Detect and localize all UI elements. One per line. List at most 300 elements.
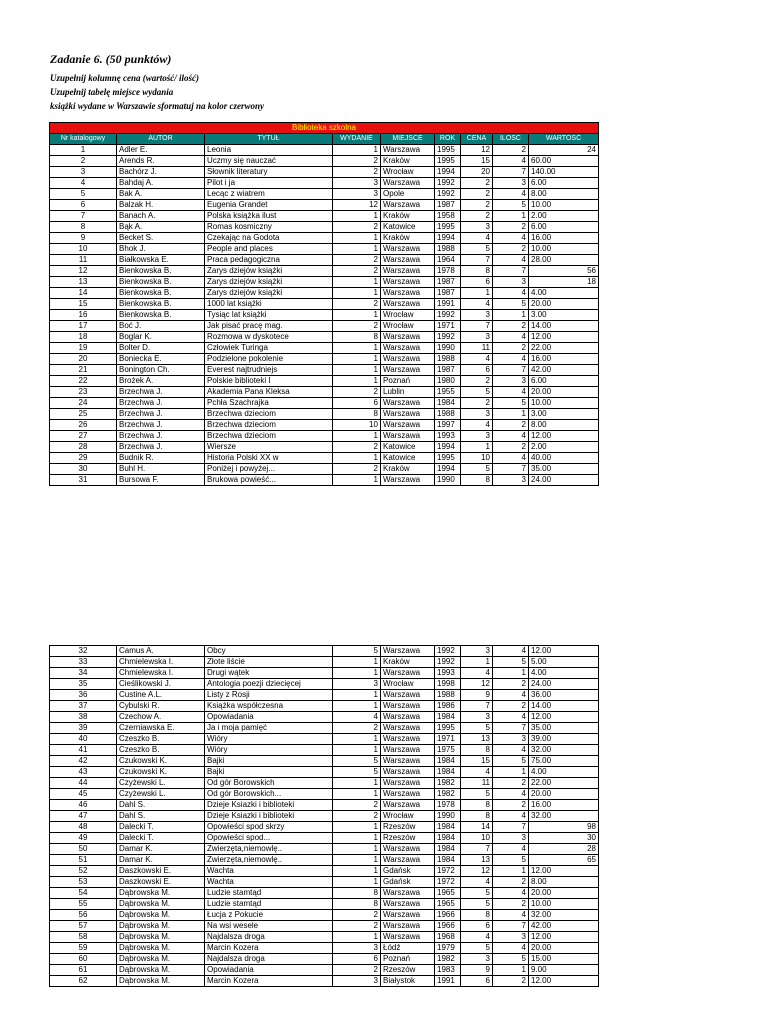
cell-nr[interactable]: 17: [50, 321, 117, 332]
cell-year[interactable]: 1990: [435, 811, 461, 822]
cell-year[interactable]: 1984: [435, 844, 461, 855]
cell-edition[interactable]: 1: [333, 690, 381, 701]
cell-value[interactable]: 20.00: [529, 387, 599, 398]
cell-value[interactable]: 32.00: [529, 811, 599, 822]
cell-place[interactable]: Warszawa: [381, 690, 435, 701]
cell-quantity[interactable]: 4: [493, 646, 529, 657]
cell-place[interactable]: Poznań: [381, 954, 435, 965]
cell-value[interactable]: 8.00: [529, 189, 599, 200]
cell-quantity[interactable]: 7: [493, 921, 529, 932]
cell-nr[interactable]: 22: [50, 376, 117, 387]
cell-quantity[interactable]: 4: [493, 844, 529, 855]
cell-edition[interactable]: 1: [333, 475, 381, 486]
cell-year[interactable]: 1984: [435, 756, 461, 767]
cell-title[interactable]: Od gór Borowskich: [205, 778, 333, 789]
cell-place[interactable]: Wrocław: [381, 167, 435, 178]
cell-value[interactable]: 56: [529, 266, 599, 277]
cell-title[interactable]: Everest najtrudniejs: [205, 365, 333, 376]
cell-title[interactable]: 1000 lat książki: [205, 299, 333, 310]
cell-year[interactable]: 1984: [435, 833, 461, 844]
cell-author[interactable]: Dalecki T.: [117, 833, 205, 844]
cell-place[interactable]: Warszawa: [381, 767, 435, 778]
cell-place[interactable]: Kraków: [381, 156, 435, 167]
cell-price[interactable]: 2: [461, 189, 493, 200]
cell-year[interactable]: 1984: [435, 712, 461, 723]
cell-value[interactable]: 36.00: [529, 690, 599, 701]
cell-nr[interactable]: 2: [50, 156, 117, 167]
cell-edition[interactable]: 2: [333, 910, 381, 921]
cell-edition[interactable]: 1: [333, 145, 381, 156]
cell-nr[interactable]: 37: [50, 701, 117, 712]
cell-value[interactable]: 12.00: [529, 976, 599, 987]
cell-edition[interactable]: 3: [333, 679, 381, 690]
cell-value[interactable]: 16.00: [529, 233, 599, 244]
cell-author[interactable]: Czechow A.: [117, 712, 205, 723]
cell-author[interactable]: Boglar K.: [117, 332, 205, 343]
cell-author[interactable]: Dąbrowska M.: [117, 921, 205, 932]
cell-author[interactable]: Czyżewski L.: [117, 789, 205, 800]
cell-place[interactable]: Warszawa: [381, 888, 435, 899]
cell-year[interactable]: 1978: [435, 266, 461, 277]
cell-author[interactable]: Bonington Ch.: [117, 365, 205, 376]
cell-nr[interactable]: 4: [50, 178, 117, 189]
cell-price[interactable]: 5: [461, 244, 493, 255]
cell-quantity[interactable]: 4: [493, 189, 529, 200]
cell-year[interactable]: 1991: [435, 299, 461, 310]
cell-year[interactable]: 1987: [435, 365, 461, 376]
cell-author[interactable]: Bąk A.: [117, 222, 205, 233]
cell-place[interactable]: Warszawa: [381, 266, 435, 277]
cell-year[interactable]: 1982: [435, 789, 461, 800]
cell-title[interactable]: Romas kosmiczny: [205, 222, 333, 233]
cell-quantity[interactable]: 1: [493, 965, 529, 976]
cell-quantity[interactable]: 3: [493, 277, 529, 288]
cell-year[interactable]: 1983: [435, 965, 461, 976]
cell-author[interactable]: Bahdaj A.: [117, 178, 205, 189]
cell-author[interactable]: Arends R.: [117, 156, 205, 167]
cell-edition[interactable]: 2: [333, 321, 381, 332]
cell-edition[interactable]: 6: [333, 398, 381, 409]
cell-year[interactable]: 1978: [435, 800, 461, 811]
cell-nr[interactable]: 15: [50, 299, 117, 310]
cell-quantity[interactable]: 2: [493, 321, 529, 332]
cell-price[interactable]: 4: [461, 668, 493, 679]
cell-price[interactable]: 12: [461, 866, 493, 877]
cell-value[interactable]: 24.00: [529, 475, 599, 486]
cell-year[interactable]: 1972: [435, 877, 461, 888]
cell-quantity[interactable]: 2: [493, 442, 529, 453]
cell-price[interactable]: 4: [461, 299, 493, 310]
cell-title[interactable]: Człowiek Turinga: [205, 343, 333, 354]
cell-value[interactable]: 12.00: [529, 332, 599, 343]
cell-author[interactable]: Bak A.: [117, 189, 205, 200]
cell-title[interactable]: Leonia: [205, 145, 333, 156]
cell-price[interactable]: 5: [461, 464, 493, 475]
cell-year[interactable]: 1966: [435, 921, 461, 932]
cell-price[interactable]: 2: [461, 211, 493, 222]
cell-quantity[interactable]: 3: [493, 734, 529, 745]
cell-edition[interactable]: 8: [333, 409, 381, 420]
cell-year[interactable]: 1992: [435, 189, 461, 200]
cell-title[interactable]: Opowiadania: [205, 965, 333, 976]
cell-author[interactable]: Banach A.: [117, 211, 205, 222]
cell-place[interactable]: Warszawa: [381, 244, 435, 255]
cell-nr[interactable]: 6: [50, 200, 117, 211]
cell-place[interactable]: Warszawa: [381, 701, 435, 712]
cell-place[interactable]: Warszawa: [381, 332, 435, 343]
cell-year[interactable]: 1995: [435, 723, 461, 734]
cell-value[interactable]: 15.00: [529, 954, 599, 965]
cell-year[interactable]: 1997: [435, 420, 461, 431]
cell-quantity[interactable]: 3: [493, 178, 529, 189]
cell-value[interactable]: 9.00: [529, 965, 599, 976]
cell-place[interactable]: Warszawa: [381, 343, 435, 354]
cell-author[interactable]: Boniecka E.: [117, 354, 205, 365]
cell-year[interactable]: 1992: [435, 178, 461, 189]
cell-author[interactable]: Buhl H.: [117, 464, 205, 475]
cell-price[interactable]: 6: [461, 365, 493, 376]
cell-author[interactable]: Dąbrowska M.: [117, 965, 205, 976]
cell-year[interactable]: 1955: [435, 387, 461, 398]
cell-title[interactable]: Opowiadania: [205, 712, 333, 723]
cell-value[interactable]: 16.00: [529, 800, 599, 811]
cell-nr[interactable]: 57: [50, 921, 117, 932]
cell-place[interactable]: Łódź: [381, 943, 435, 954]
cell-year[interactable]: 1995: [435, 222, 461, 233]
cell-author[interactable]: Damar K.: [117, 855, 205, 866]
cell-value[interactable]: 12.00: [529, 712, 599, 723]
cell-edition[interactable]: 2: [333, 299, 381, 310]
cell-place[interactable]: Warszawa: [381, 277, 435, 288]
cell-nr[interactable]: 43: [50, 767, 117, 778]
cell-year[interactable]: 1988: [435, 409, 461, 420]
cell-nr[interactable]: 52: [50, 866, 117, 877]
cell-price[interactable]: 2: [461, 398, 493, 409]
cell-nr[interactable]: 53: [50, 877, 117, 888]
cell-price[interactable]: 20: [461, 167, 493, 178]
cell-value[interactable]: 5.00: [529, 657, 599, 668]
cell-place[interactable]: Poznań: [381, 376, 435, 387]
cell-edition[interactable]: 5: [333, 767, 381, 778]
cell-year[interactable]: 1987: [435, 277, 461, 288]
cell-place[interactable]: Warszawa: [381, 409, 435, 420]
cell-value[interactable]: 10.00: [529, 398, 599, 409]
cell-edition[interactable]: 1: [333, 211, 381, 222]
cell-place[interactable]: Rzeszów: [381, 833, 435, 844]
cell-value[interactable]: 65: [529, 855, 599, 866]
cell-value[interactable]: 24: [529, 145, 599, 156]
cell-price[interactable]: 1: [461, 442, 493, 453]
cell-edition[interactable]: 1: [333, 288, 381, 299]
cell-edition[interactable]: 3: [333, 976, 381, 987]
cell-author[interactable]: Dąbrowska M.: [117, 899, 205, 910]
cell-author[interactable]: Budnik R.: [117, 453, 205, 464]
cell-value[interactable]: 8.00: [529, 420, 599, 431]
cell-place[interactable]: Białystok: [381, 976, 435, 987]
cell-quantity[interactable]: 4: [493, 354, 529, 365]
cell-title[interactable]: Zarys dziejów książki: [205, 277, 333, 288]
cell-year[interactable]: 1991: [435, 976, 461, 987]
cell-value[interactable]: 12.00: [529, 932, 599, 943]
cell-nr[interactable]: 48: [50, 822, 117, 833]
cell-quantity[interactable]: 5: [493, 657, 529, 668]
cell-price[interactable]: 15: [461, 756, 493, 767]
cell-title[interactable]: Pilot i ja: [205, 178, 333, 189]
cell-quantity[interactable]: 4: [493, 453, 529, 464]
cell-quantity[interactable]: 2: [493, 145, 529, 156]
cell-year[interactable]: 1965: [435, 888, 461, 899]
cell-title[interactable]: Dzieje Ksiazki i biblioteki: [205, 800, 333, 811]
cell-price[interactable]: 13: [461, 855, 493, 866]
cell-nr[interactable]: 59: [50, 943, 117, 954]
cell-title[interactable]: Najdalsza droga: [205, 954, 333, 965]
cell-value[interactable]: 10.00: [529, 200, 599, 211]
cell-quantity[interactable]: 2: [493, 222, 529, 233]
cell-edition[interactable]: 5: [333, 646, 381, 657]
cell-quantity[interactable]: 5: [493, 200, 529, 211]
cell-edition[interactable]: 1: [333, 343, 381, 354]
cell-quantity[interactable]: 1: [493, 668, 529, 679]
cell-title[interactable]: Praca pedagogiczna: [205, 255, 333, 266]
cell-nr[interactable]: 49: [50, 833, 117, 844]
cell-quantity[interactable]: 4: [493, 255, 529, 266]
cell-quantity[interactable]: 4: [493, 888, 529, 899]
cell-price[interactable]: 4: [461, 233, 493, 244]
cell-price[interactable]: 9: [461, 690, 493, 701]
cell-value[interactable]: 20.00: [529, 299, 599, 310]
cell-place[interactable]: Wrocław: [381, 679, 435, 690]
cell-place[interactable]: Warszawa: [381, 789, 435, 800]
cell-year[interactable]: 1980: [435, 376, 461, 387]
cell-price[interactable]: 3: [461, 712, 493, 723]
cell-place[interactable]: Kraków: [381, 233, 435, 244]
cell-author[interactable]: Bienkowska B.: [117, 299, 205, 310]
cell-price[interactable]: 13: [461, 734, 493, 745]
cell-nr[interactable]: 46: [50, 800, 117, 811]
cell-value[interactable]: 2.00: [529, 211, 599, 222]
cell-value[interactable]: 30: [529, 833, 599, 844]
cell-nr[interactable]: 18: [50, 332, 117, 343]
cell-nr[interactable]: 10: [50, 244, 117, 255]
cell-title[interactable]: Rozmowa w dyskotece: [205, 332, 333, 343]
cell-author[interactable]: Brożek A.: [117, 376, 205, 387]
cell-author[interactable]: Dąbrowska M.: [117, 888, 205, 899]
cell-place[interactable]: Wrocław: [381, 321, 435, 332]
cell-title[interactable]: Drugi wątek: [205, 668, 333, 679]
cell-year[interactable]: 1987: [435, 200, 461, 211]
cell-year[interactable]: 1984: [435, 822, 461, 833]
cell-value[interactable]: 10.00: [529, 244, 599, 255]
cell-title[interactable]: Od gór Borowskich...: [205, 789, 333, 800]
cell-author[interactable]: Dąbrowska M.: [117, 943, 205, 954]
cell-edition[interactable]: 1: [333, 701, 381, 712]
cell-title[interactable]: Listy z Rosji: [205, 690, 333, 701]
cell-place[interactable]: Warszawa: [381, 932, 435, 943]
cell-price[interactable]: 4: [461, 767, 493, 778]
cell-quantity[interactable]: 3: [493, 475, 529, 486]
cell-value[interactable]: 28.00: [529, 255, 599, 266]
cell-quantity[interactable]: 3: [493, 833, 529, 844]
cell-edition[interactable]: 2: [333, 167, 381, 178]
cell-quantity[interactable]: 1: [493, 409, 529, 420]
cell-quantity[interactable]: 1: [493, 866, 529, 877]
cell-author[interactable]: Dalecki T.: [117, 822, 205, 833]
cell-year[interactable]: 1994: [435, 167, 461, 178]
cell-year[interactable]: 1994: [435, 233, 461, 244]
cell-edition[interactable]: 2: [333, 387, 381, 398]
cell-price[interactable]: 7: [461, 255, 493, 266]
cell-edition[interactable]: 3: [333, 178, 381, 189]
cell-year[interactable]: 1992: [435, 332, 461, 343]
cell-nr[interactable]: 36: [50, 690, 117, 701]
cell-title[interactable]: Zwierzęta,niemowlę..: [205, 844, 333, 855]
cell-quantity[interactable]: 3: [493, 376, 529, 387]
cell-year[interactable]: 1982: [435, 954, 461, 965]
cell-price[interactable]: 3: [461, 310, 493, 321]
cell-edition[interactable]: 1: [333, 833, 381, 844]
cell-title[interactable]: Słownik literatury: [205, 167, 333, 178]
cell-place[interactable]: Warszawa: [381, 420, 435, 431]
cell-edition[interactable]: 2: [333, 811, 381, 822]
cell-author[interactable]: Brzechwa J.: [117, 398, 205, 409]
cell-place[interactable]: Opole: [381, 189, 435, 200]
cell-title[interactable]: Bajki: [205, 767, 333, 778]
cell-title[interactable]: Uczmy się nauczać: [205, 156, 333, 167]
cell-edition[interactable]: 1: [333, 453, 381, 464]
cell-year[interactable]: 1990: [435, 343, 461, 354]
cell-quantity[interactable]: 2: [493, 343, 529, 354]
cell-place[interactable]: Wrocław: [381, 811, 435, 822]
cell-place[interactable]: Warszawa: [381, 734, 435, 745]
cell-value[interactable]: 12.00: [529, 866, 599, 877]
cell-year[interactable]: 1988: [435, 690, 461, 701]
cell-nr[interactable]: 1: [50, 145, 117, 156]
cell-quantity[interactable]: 1: [493, 767, 529, 778]
cell-year[interactable]: 1971: [435, 321, 461, 332]
cell-edition[interactable]: 1: [333, 376, 381, 387]
cell-author[interactable]: Adler E.: [117, 145, 205, 156]
cell-year[interactable]: 1965: [435, 899, 461, 910]
cell-value[interactable]: 35.00: [529, 723, 599, 734]
cell-edition[interactable]: 1: [333, 822, 381, 833]
cell-title[interactable]: Brzechwa dzieciom: [205, 420, 333, 431]
cell-price[interactable]: 6: [461, 921, 493, 932]
cell-quantity[interactable]: 4: [493, 332, 529, 343]
cell-price[interactable]: 8: [461, 745, 493, 756]
cell-year[interactable]: 1984: [435, 398, 461, 409]
cell-year[interactable]: 1984: [435, 767, 461, 778]
cell-value[interactable]: 3.00: [529, 310, 599, 321]
cell-nr[interactable]: 58: [50, 932, 117, 943]
cell-nr[interactable]: 61: [50, 965, 117, 976]
cell-quantity[interactable]: 1: [493, 310, 529, 321]
cell-place[interactable]: Warszawa: [381, 299, 435, 310]
cell-edition[interactable]: 1: [333, 789, 381, 800]
cell-value[interactable]: 12.00: [529, 646, 599, 657]
cell-quantity[interactable]: 7: [493, 167, 529, 178]
cell-author[interactable]: Dąbrowska M.: [117, 932, 205, 943]
cell-author[interactable]: Brzechwa J.: [117, 387, 205, 398]
cell-nr[interactable]: 60: [50, 954, 117, 965]
cell-price[interactable]: 11: [461, 343, 493, 354]
cell-year[interactable]: 1979: [435, 943, 461, 954]
cell-title[interactable]: Eugenia Grandet: [205, 200, 333, 211]
cell-price[interactable]: 2: [461, 178, 493, 189]
cell-author[interactable]: Dąbrowska M.: [117, 976, 205, 987]
cell-title[interactable]: Wióry: [205, 734, 333, 745]
cell-nr[interactable]: 24: [50, 398, 117, 409]
cell-year[interactable]: 1975: [435, 745, 461, 756]
cell-title[interactable]: Łucja z Pokucie: [205, 910, 333, 921]
cell-quantity[interactable]: 4: [493, 387, 529, 398]
cell-price[interactable]: 14: [461, 822, 493, 833]
cell-author[interactable]: Becket S.: [117, 233, 205, 244]
cell-nr[interactable]: 62: [50, 976, 117, 987]
cell-edition[interactable]: 2: [333, 723, 381, 734]
cell-price[interactable]: 4: [461, 932, 493, 943]
cell-title[interactable]: Jak pisać pracę mag.: [205, 321, 333, 332]
cell-title[interactable]: Polskie biblioteki I: [205, 376, 333, 387]
cell-edition[interactable]: 2: [333, 464, 381, 475]
cell-edition[interactable]: 2: [333, 921, 381, 932]
cell-price[interactable]: 5: [461, 789, 493, 800]
cell-value[interactable]: 60.00: [529, 156, 599, 167]
cell-title[interactable]: Wachta: [205, 866, 333, 877]
cell-place[interactable]: Warszawa: [381, 145, 435, 156]
cell-place[interactable]: Warszawa: [381, 200, 435, 211]
cell-quantity[interactable]: 7: [493, 266, 529, 277]
cell-place[interactable]: Kraków: [381, 211, 435, 222]
cell-place[interactable]: Rzeszów: [381, 965, 435, 976]
cell-place[interactable]: Gdańsk: [381, 877, 435, 888]
cell-place[interactable]: Warszawa: [381, 723, 435, 734]
cell-nr[interactable]: 9: [50, 233, 117, 244]
cell-place[interactable]: Warszawa: [381, 475, 435, 486]
cell-edition[interactable]: 3: [333, 943, 381, 954]
cell-nr[interactable]: 19: [50, 343, 117, 354]
cell-year[interactable]: 1994: [435, 442, 461, 453]
cell-nr[interactable]: 27: [50, 431, 117, 442]
cell-author[interactable]: Chmielewska I.: [117, 657, 205, 668]
cell-value[interactable]: 42.00: [529, 921, 599, 932]
cell-nr[interactable]: 12: [50, 266, 117, 277]
cell-quantity[interactable]: 4: [493, 288, 529, 299]
cell-nr[interactable]: 56: [50, 910, 117, 921]
cell-year[interactable]: 1992: [435, 646, 461, 657]
cell-author[interactable]: Czeszko B.: [117, 734, 205, 745]
cell-quantity[interactable]: 5: [493, 954, 529, 965]
cell-title[interactable]: Wachta: [205, 877, 333, 888]
cell-price[interactable]: 3: [461, 222, 493, 233]
cell-quantity[interactable]: 7: [493, 365, 529, 376]
cell-price[interactable]: 4: [461, 354, 493, 365]
cell-edition[interactable]: 1: [333, 734, 381, 745]
cell-nr[interactable]: 54: [50, 888, 117, 899]
cell-place[interactable]: Warszawa: [381, 844, 435, 855]
cell-value[interactable]: 16.00: [529, 354, 599, 365]
cell-title[interactable]: Lecąc z wiatrem: [205, 189, 333, 200]
cell-nr[interactable]: 26: [50, 420, 117, 431]
cell-author[interactable]: Daszkowski E.: [117, 866, 205, 877]
cell-nr[interactable]: 45: [50, 789, 117, 800]
cell-title[interactable]: Marcin Kozera: [205, 943, 333, 954]
cell-quantity[interactable]: 2: [493, 701, 529, 712]
cell-value[interactable]: 24.00: [529, 679, 599, 690]
cell-place[interactable]: Warszawa: [381, 178, 435, 189]
cell-value[interactable]: 75.00: [529, 756, 599, 767]
cell-year[interactable]: 1998: [435, 679, 461, 690]
cell-edition[interactable]: 6: [333, 954, 381, 965]
